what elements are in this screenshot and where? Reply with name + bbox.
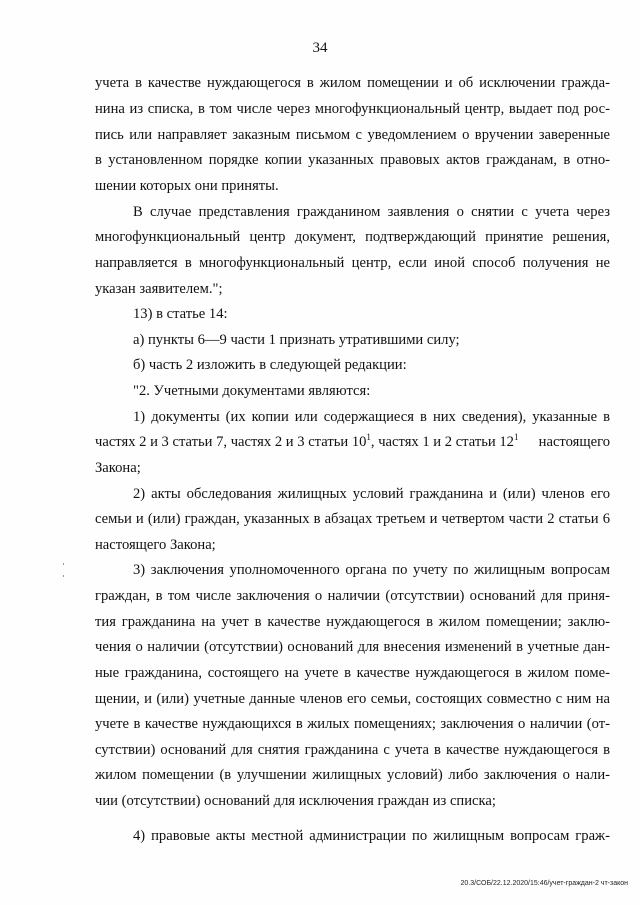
line-fragment: частях 2 и 3 статьи 7, частях 2 и 3 статьи 10 bbox=[95, 434, 367, 450]
text-line: жилом помещении (в улучшении жилищных условий) либо заключения о нали- bbox=[95, 767, 610, 783]
superscript: 1 bbox=[513, 432, 519, 442]
superscript: 1 bbox=[366, 432, 371, 442]
text-line: многофункциональный центр документ, подтверждающий принятие решения, bbox=[95, 229, 610, 245]
text-line: 3) заключения уполномоченного органа по учету по жилищным вопросам bbox=[133, 562, 610, 578]
text-line: направляется в многофункциональный центр, если иной способ получения не bbox=[95, 255, 610, 271]
text-line: учета в качестве нуждающегося в жилом помещении и об исключении гражда- bbox=[95, 75, 610, 91]
line-part bbox=[95, 433, 518, 451]
text-line: 4) правовые акты местной администрации по жилищным вопросам граж- bbox=[133, 828, 610, 844]
text-line: ные гражданина, состоящего на учете в качестве нуждающегося в жилом поме- bbox=[95, 665, 610, 681]
text-line bbox=[95, 433, 610, 451]
footer-file-info: 20.3/СОБ/22.12.2020/15:46/учет-граждан-2 чт-закон bbox=[460, 880, 628, 887]
text-line: В случае представления гражданином заявления о снятии с учета через bbox=[133, 204, 610, 220]
text-line: б) часть 2 изложить в следующей редакции: bbox=[133, 357, 407, 373]
text-line: настоящего Закона; bbox=[95, 537, 216, 553]
text-line: а) пункты 6—9 части 1 признать утратившими силу; bbox=[133, 332, 460, 348]
text-line: семьи и (или) граждан, указанных в абзацах третьем и четвертом части 2 статьи 6 bbox=[95, 511, 610, 527]
text-line: в установленном порядке копии указанных правовых актов гражданам, в отно- bbox=[95, 152, 610, 168]
text-line: Закона; bbox=[95, 460, 141, 476]
text-line: щении, и (или) учетные данные членов его семьи, состоящих совместно с ним на bbox=[95, 691, 610, 707]
line-fragment: настоящего bbox=[538, 434, 610, 450]
text-line: шении которых они приняты. bbox=[95, 178, 279, 194]
text-line: тия гражданина на учет в качестве нуждающегося в жилом помещении; заклю- bbox=[95, 614, 610, 630]
text-line: 2) акты обследования жилищных условий гражданина и (или) членов его bbox=[133, 486, 610, 502]
scan-speck bbox=[63, 563, 64, 565]
text-line: пись или направляет заказным письмом с уведомлением о вручении заверенные bbox=[95, 127, 610, 143]
text-line: граждан, в том числе заключения о наличии (отсутствии) оснований для приня- bbox=[95, 588, 610, 604]
scan-speck bbox=[63, 575, 64, 577]
text-line: учете в качестве нуждающихся в жилых помещениях; заключения о наличии (от- bbox=[95, 716, 610, 732]
text-line: "2. Учетными документами являются: bbox=[133, 383, 371, 399]
text-line: чии (отсутствии) оснований для исключения граждан из списка; bbox=[95, 793, 496, 809]
line-fragment: , частях 1 и 2 статьи 12 bbox=[370, 434, 514, 450]
page-number: 34 bbox=[312, 40, 328, 56]
text-line: сутствии) оснований для снятия гражданина с учета в качестве нуждающегося в bbox=[95, 742, 610, 758]
text-line: указан заявителем."; bbox=[95, 281, 223, 297]
text-line: нина из списка, в том числе через многофункциональный центр, выдает под рос- bbox=[95, 101, 610, 117]
text-line: 1) документы (их копии или содержащиеся в них сведения), указанные в bbox=[133, 409, 610, 425]
text-line: 13) в статье 14: bbox=[133, 306, 228, 322]
text-line: чения о наличии (отсутствии) оснований для внесения изменений в учетные дан- bbox=[95, 639, 610, 655]
